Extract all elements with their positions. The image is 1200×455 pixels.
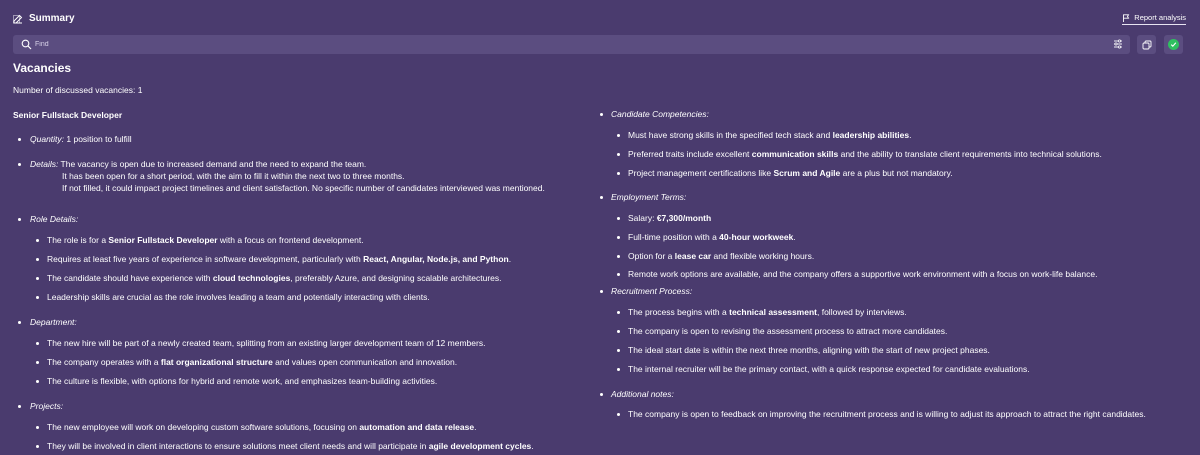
- list-item: The candidate should have experience with cloud technologies, preferably Azure, and designing scalable architectures.: [47, 273, 502, 283]
- bullet: [617, 217, 620, 220]
- list-item: The internal recruiter will be the primary contact, with a quick response expected for candidate evaluations.: [628, 364, 1030, 374]
- bullet: [617, 349, 620, 352]
- bullet: [617, 153, 620, 156]
- bullet: [36, 361, 39, 364]
- details-line-1: [30, 160, 366, 169]
- bullet: [18, 163, 21, 166]
- right-column: [590, 0, 1200, 455]
- bullet: [617, 273, 620, 276]
- quantity-value: 1 position to fulfill: [64, 134, 132, 144]
- bullet: [36, 239, 39, 242]
- notes-label: Additional notes:: [611, 389, 674, 399]
- list-item: The company is open to feedback on improving the recruitment process and is willing to adjust its approach to attract the right candidates.: [628, 409, 1146, 419]
- bullet: [617, 311, 620, 314]
- list-item: The role is for a Senior Fullstack Developer with a focus on frontend development.: [47, 235, 364, 245]
- bullet: [36, 277, 39, 280]
- bullet: [36, 296, 39, 299]
- bullet: [36, 380, 39, 383]
- quantity-line: [30, 135, 132, 144]
- employment-label: Employment Terms:: [611, 192, 687, 202]
- competencies-label: Candidate Competencies:: [611, 109, 709, 119]
- left-column: [0, 0, 590, 455]
- list-item: Salary: €7,300/month: [628, 213, 712, 223]
- list-item: Remote work options are available, and the company offers a supportive work environment with a focus on work-life balance.: [628, 269, 1098, 279]
- bullet: [36, 258, 39, 261]
- bullet: [617, 330, 620, 333]
- details-text-1: The vacancy is open due to increased demand and the need to expand the team.: [58, 159, 367, 169]
- list-item: Leadership skills are crucial as the role involves leading a team and potentially interacting with clients.: [47, 292, 430, 302]
- list-item: Requires at least five years of experience in software development, particularly with React, Angular, Node.js, and Python.: [47, 254, 512, 264]
- bullet: [600, 290, 603, 293]
- list-item: Option for a lease car and flexible working hours.: [628, 251, 815, 261]
- quantity-label: Quantity:: [30, 134, 65, 144]
- bullet: [617, 172, 620, 175]
- summary-title-label: Summary: [29, 13, 75, 24]
- section-title: Vacancies: [13, 61, 72, 75]
- list-item: The new hire will be part of a newly created team, splitting from an existing larger development team of 12 members.: [47, 338, 486, 348]
- department-label: Department:: [30, 317, 77, 327]
- bullet: [18, 218, 21, 221]
- details-text-2: It has been open for a short period, with the aim to fill it within the next two to three months.: [62, 171, 405, 181]
- bullet: [617, 236, 620, 239]
- list-item: The company operates with a flat organizational structure and values open communication and innovation.: [47, 357, 458, 367]
- bullet: [617, 255, 620, 258]
- list-item: The ideal start date is within the next three months, aligning with the start of new project phases.: [628, 345, 990, 355]
- details-label: Details:: [30, 159, 59, 169]
- bullet: [36, 342, 39, 345]
- role-details-label: Role Details:: [30, 214, 79, 224]
- bullet: [18, 321, 21, 324]
- bullet: [18, 138, 21, 141]
- bullet: [617, 368, 620, 371]
- bullet: [617, 134, 620, 137]
- list-item: Project management certifications like Scrum and Agile are a plus but not mandatory.: [628, 168, 953, 178]
- list-item: The process begins with a technical assessment, followed by interviews.: [628, 307, 907, 317]
- projects-label: Projects:: [30, 401, 64, 411]
- job-title: Senior Fullstack Developer: [13, 110, 123, 120]
- report-analysis-label: Report analysis: [1134, 13, 1186, 22]
- recruitment-label: Recruitment Process:: [611, 286, 693, 296]
- list-item: Preferred traits include excellent communication skills and the ability to translate client requirements into technical solutions.: [628, 149, 1102, 159]
- bullet: [600, 393, 603, 396]
- bullet: [36, 426, 39, 429]
- list-item: The new employee will work on developing custom software solutions, focusing on automation and data release.: [47, 422, 477, 432]
- bullet: [617, 413, 620, 416]
- bullet: [600, 196, 603, 199]
- list-item: They will be involved in client interactions to ensure solutions meet client needs and will participate in agile development cycles.: [47, 441, 534, 451]
- bullet: [36, 445, 39, 448]
- vacancy-count: Number of discussed vacancies: 1: [13, 85, 143, 95]
- list-item: The company is open to revising the assessment process to attract more candidates.: [628, 326, 948, 336]
- list-item: The culture is flexible, with options for hybrid and remote work, and emphasizes team-building activities.: [47, 376, 438, 386]
- bullet: [18, 405, 21, 408]
- bullet: [600, 113, 603, 116]
- list-item: Full-time position with a 40-hour workweek.: [628, 232, 796, 242]
- list-item: Must have strong skills in the specified tech stack and leadership abilities.: [628, 130, 912, 140]
- details-text-3: If not filled, it could impact project timelines and client satisfaction. No specific number of candidates interviewed was mentioned.: [62, 183, 545, 193]
